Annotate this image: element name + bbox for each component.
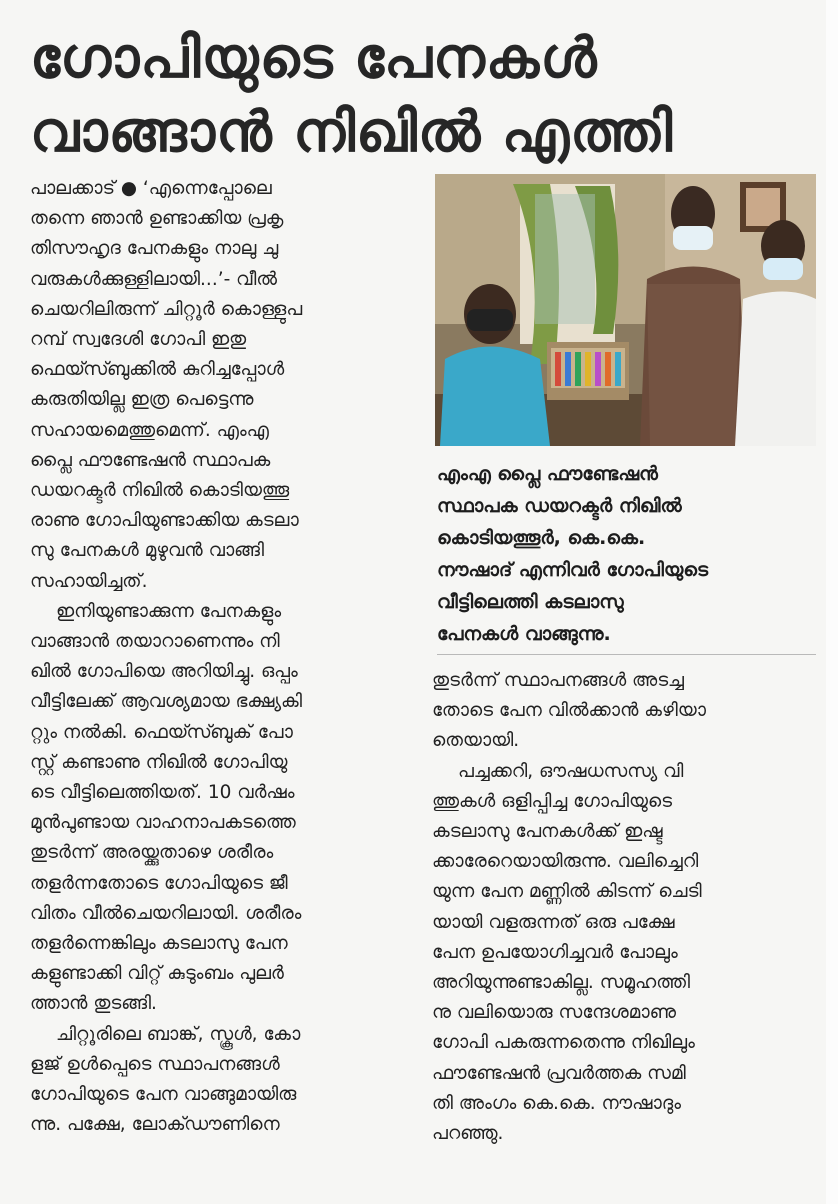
text-line: വാങ്ങാൻ തയാറാണെന്നും നി	[30, 631, 280, 653]
text-line: തളർന്നതോടെ ഗോപിയുടെ ജീ	[30, 872, 288, 894]
caption-divider	[437, 654, 816, 655]
text-line: ഗോപി പകരുന്നതെന്നു നിഖിലും	[432, 1032, 695, 1054]
text-line: സു പേനകൾ മുഴുവൻ വാങ്ങി	[30, 540, 265, 562]
headline-line-1: ഗോപിയുടെ പേനകൾ	[30, 26, 598, 91]
text-line: തുടർന്ന് സ്ഥാപനങ്ങൾ അടച്ച	[432, 670, 684, 691]
photo-caption	[437, 458, 817, 650]
text-line: തിസൗഹൃദ പേനകളും നാലു ചു	[30, 238, 279, 260]
text-line: വിതം വീൽചെയറിലായി. ശരീരം	[30, 902, 302, 924]
text-line: യായി വളരുന്നത് ഒരു പക്ഷേ	[432, 911, 675, 933]
text-line: ഡയറക്ടർ നിഖിൽ കൊടിയത്തൂ	[30, 480, 290, 502]
photo-illustration	[435, 174, 816, 446]
text-line: തോടെ പേന വിൽക്കാൻ കഴിയാ	[432, 700, 707, 722]
article-column-left	[30, 174, 414, 1141]
text-line: വീട്ടിലേക്ക് ആവശ്യമായ ഭക്ഷ്യകി	[30, 691, 302, 713]
text-line: പ്ലൈ ഫൗണ്ടേഷൻ സ്ഥാപക	[30, 449, 271, 471]
text-line: ത്താൻ തുടങ്ങി.	[30, 993, 157, 1015]
text-line: രാണു ഗോപിയുണ്ടാക്കിയ കടലാ	[30, 510, 299, 532]
text-line: പേന ഉപയോഗിച്ചവർ പോലും	[432, 941, 678, 963]
text-line: സഹായമെത്തുമെന്ന്. എംഎ	[30, 419, 269, 441]
text-line: നു വലിയൊരു സന്ദേശമാണു	[432, 1002, 677, 1024]
text-line: സഹായിച്ചത്.	[30, 570, 148, 592]
text-line: മുൻപുണ്ടായ വാഹനാപകടത്തെ	[30, 812, 296, 834]
page-edge	[826, 0, 838, 1204]
text-line: ക്കാരേറെയായിരുന്നു. വലിച്ചെറി	[432, 851, 699, 873]
text-line: തി അംഗം കെ.കെ. നൗഷാദും	[432, 1092, 681, 1114]
text-line: ഫെയ്സ്ബുക്കിൽ കുറിച്ചപ്പോൾ	[30, 359, 285, 381]
caption-line: എംഎ പ്ലൈ ഫൗണ്ടേഷൻ	[437, 463, 658, 485]
text-line: വരുകൾക്കുള്ളിലായി...’- വീൽ	[30, 268, 277, 290]
text-line: റ്റും നൽകി. ഫെയ്സ്ബുക് പോ	[30, 721, 293, 743]
text-line: ന്നു. പക്ഷേ, ലോക്ഡൗണിനെ	[30, 1114, 280, 1136]
text-line: കടലാസു പേനകൾക്ക് ഇഷ്ട	[432, 821, 663, 843]
text-line: പാലക്കാട് ● ‘എന്നെപ്പോലെ	[30, 178, 272, 199]
text-line: തുടർന്ന് അരയ്ക്കുതാഴെ ശരീരം	[30, 842, 274, 864]
text-line: ചെയറിലിരുന്ന് ചിറ്റൂർ കൊള്ളുപ	[30, 298, 303, 320]
text-line: റമ്പ് സ്വദേശി ഗോപി ഇതു	[30, 329, 247, 351]
text-line: ചിറ്റൂരിലെ ബാങ്ക്, സ്കൂൾ, കോ	[56, 1023, 301, 1045]
text-line: തെയായി.	[432, 730, 520, 752]
caption-line: കൊടിയത്തൂർ, കെ.കെ.	[437, 527, 646, 549]
text-line: ഗോപിയുടെ പേന വാങ്ങുമായിരു	[30, 1084, 297, 1106]
text-line: പറഞ്ഞു.	[432, 1123, 504, 1145]
text-line: സ്റ്റ് കണ്ടാണു നിഖിൽ ഗോപിയു	[30, 751, 288, 773]
text-line: തന്നെ ഞാൻ ഉണ്ടാക്കിയ പ്രകൃ	[30, 208, 284, 230]
paper-pens-box	[547, 342, 629, 400]
headline	[30, 22, 820, 170]
text-line: ഖിൽ ഗോപിയെ അറിയിച്ചു. ഒപ്പം	[30, 661, 298, 683]
text-line: കരുതിയില്ല ഇത്ര പെട്ടെന്നു	[30, 389, 254, 411]
text-line: പച്ചക്കറി, ഔഷധസസ്യ വി	[458, 760, 684, 782]
text-line: ഇനിയുണ്ടാക്കുന്ന പേനകളും	[56, 600, 282, 622]
text-line: ടെ വീട്ടിലെത്തിയത്. 10 വർഷം	[30, 782, 295, 804]
news-photo	[435, 174, 816, 446]
text-line: തളർന്നെങ്കിലും കടലാസു പേന	[30, 933, 288, 955]
text-line: യുന്ന പേന മണ്ണിൽ കിടന്ന് ചെടി	[432, 881, 702, 903]
text-line: ഫൗണ്ടേഷൻ പ്രവർത്തക സമി	[432, 1062, 686, 1084]
text-line: ത്തുകൾ ഒളിപ്പിച്ച ഗോപിയുടെ	[432, 790, 673, 812]
caption-line: വീട്ടിലെത്തി കടലാസു	[437, 591, 624, 613]
caption-line: പേനകൾ വാങ്ങുന്നു.	[437, 623, 611, 645]
text-line: കളുണ്ടാക്കി വിറ്റ് കുടുംബം പുലർ	[30, 963, 284, 985]
text-line: ളജ് ഉൾപ്പെടെ സ്ഥാപനങ്ങൾ	[30, 1053, 280, 1075]
text-line: അറിയുന്നുണ്ടാകില്ല. സമൂഹത്തി	[432, 972, 690, 994]
caption-line: സ്ഥാപക ഡയറക്ടർ നിഖിൽ	[437, 495, 682, 517]
headline-line-2: വാങ്ങാൻ നിഖിൽ എത്തി	[30, 100, 674, 165]
caption-line: നൗഷാദ് എന്നിവർ ഗോപിയുടെ	[437, 559, 709, 581]
article-column-right	[432, 666, 816, 1149]
